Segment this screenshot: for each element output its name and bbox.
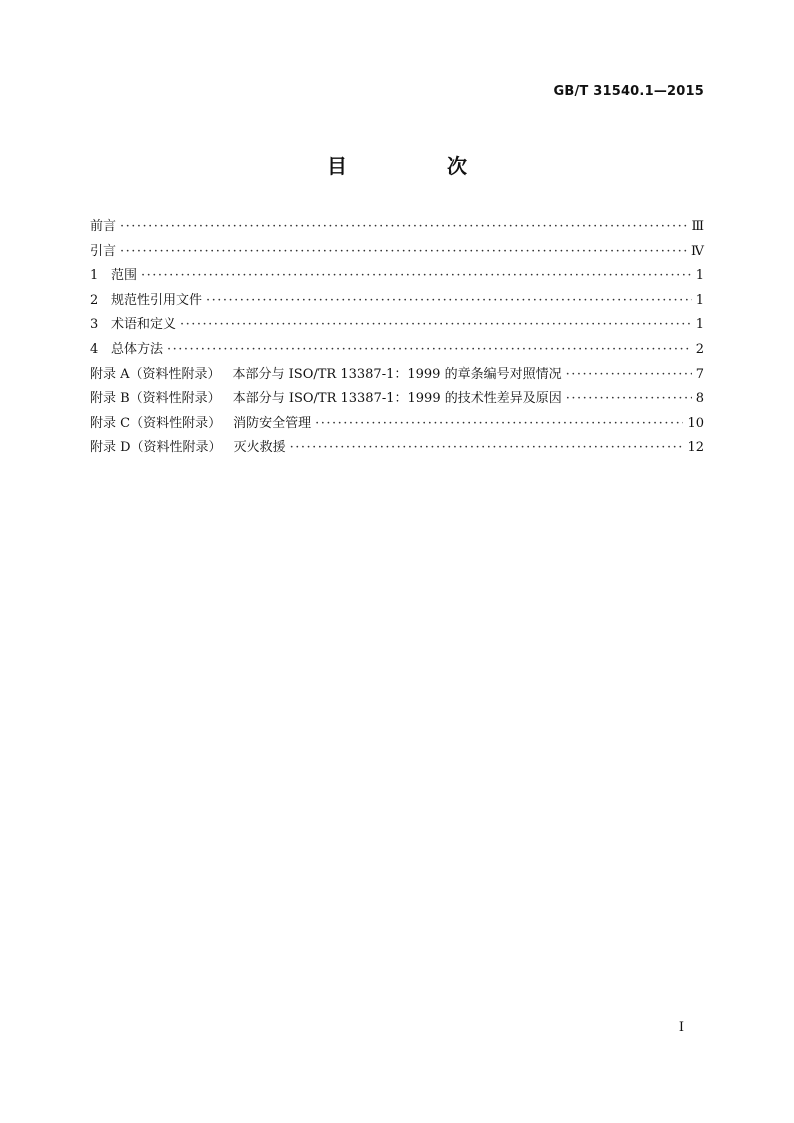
toc-entry-normative-references[interactable]	[90, 289, 704, 314]
toc-entry-label: 灭火救援	[233, 440, 286, 456]
toc-entry-page: 10	[687, 415, 704, 431]
toc-entry-number: 3	[90, 317, 99, 333]
toc-entry-page: 7	[695, 366, 704, 382]
standard-code: GB/T 31540.1—2015	[553, 84, 704, 99]
toc-entry-number: 4	[90, 341, 99, 357]
toc-entry-foreword[interactable]	[90, 215, 704, 240]
toc-leader-dots	[290, 436, 684, 461]
toc-entry-page: Ⅳ	[691, 243, 704, 259]
toc-entry-annex-d[interactable]	[90, 436, 704, 461]
toc-leader-dots	[167, 338, 692, 363]
toc-entry-page: 1	[695, 292, 704, 308]
toc-entry-number: 1	[90, 268, 99, 284]
toc-entry-introduction[interactable]	[90, 240, 704, 265]
toc-leader-dots	[120, 215, 687, 240]
toc-entry-label: 消防安全管理	[233, 415, 312, 431]
toc-annex-designation: 附录 A（资料性附录）	[90, 366, 221, 382]
toc-entry-page: 12	[687, 440, 704, 456]
toc-entry-page: 8	[695, 391, 704, 407]
toc-entry-label: 引言	[90, 243, 117, 259]
toc-entry-label: 总体方法	[111, 341, 164, 357]
toc-entry-label: 本部分与 ISO/TR 13387-1：1999 的技术性差异及原因	[232, 391, 562, 407]
toc-annex-designation: 附录 C（资料性附录）	[90, 415, 222, 431]
page-number: I	[678, 1020, 684, 1035]
toc-leader-dots	[180, 313, 692, 338]
toc-annex-designation: 附录 D（资料性附录）	[90, 440, 222, 456]
toc-annex-designation: 附录 B（资料性附录）	[90, 391, 221, 407]
toc-entry-page: 1	[695, 268, 704, 284]
toc-entry-page: 2	[695, 341, 704, 357]
toc-entry-label: 术语和定义	[111, 317, 177, 333]
toc-entry-number: 2	[90, 292, 99, 308]
toc-entry-label: 范围	[111, 268, 138, 284]
toc-leader-dots	[120, 240, 687, 265]
table-of-contents	[90, 215, 704, 461]
toc-entry-general-method[interactable]	[90, 338, 704, 363]
toc-entry-terms-definitions[interactable]	[90, 313, 704, 338]
toc-entry-label: 规范性引用文件	[111, 292, 203, 308]
toc-leader-dots	[315, 412, 683, 437]
toc-leader-dots	[566, 363, 692, 388]
toc-title: 目 次	[327, 154, 507, 178]
toc-entry-label: 本部分与 ISO/TR 13387-1：1999 的章条编号对照情况	[232, 366, 562, 382]
toc-entry-label: 前言	[90, 219, 117, 234]
toc-entry-annex-c[interactable]	[90, 412, 704, 437]
toc-leader-dots	[141, 264, 692, 289]
toc-entry-annex-b[interactable]	[90, 387, 704, 412]
toc-entry-annex-a[interactable]	[90, 363, 704, 388]
toc-leader-dots	[206, 289, 692, 314]
toc-leader-dots	[566, 387, 692, 412]
toc-entry-scope[interactable]	[90, 264, 704, 289]
toc-entry-page: 1	[695, 317, 704, 333]
toc-entry-page: Ⅲ	[691, 219, 704, 234]
